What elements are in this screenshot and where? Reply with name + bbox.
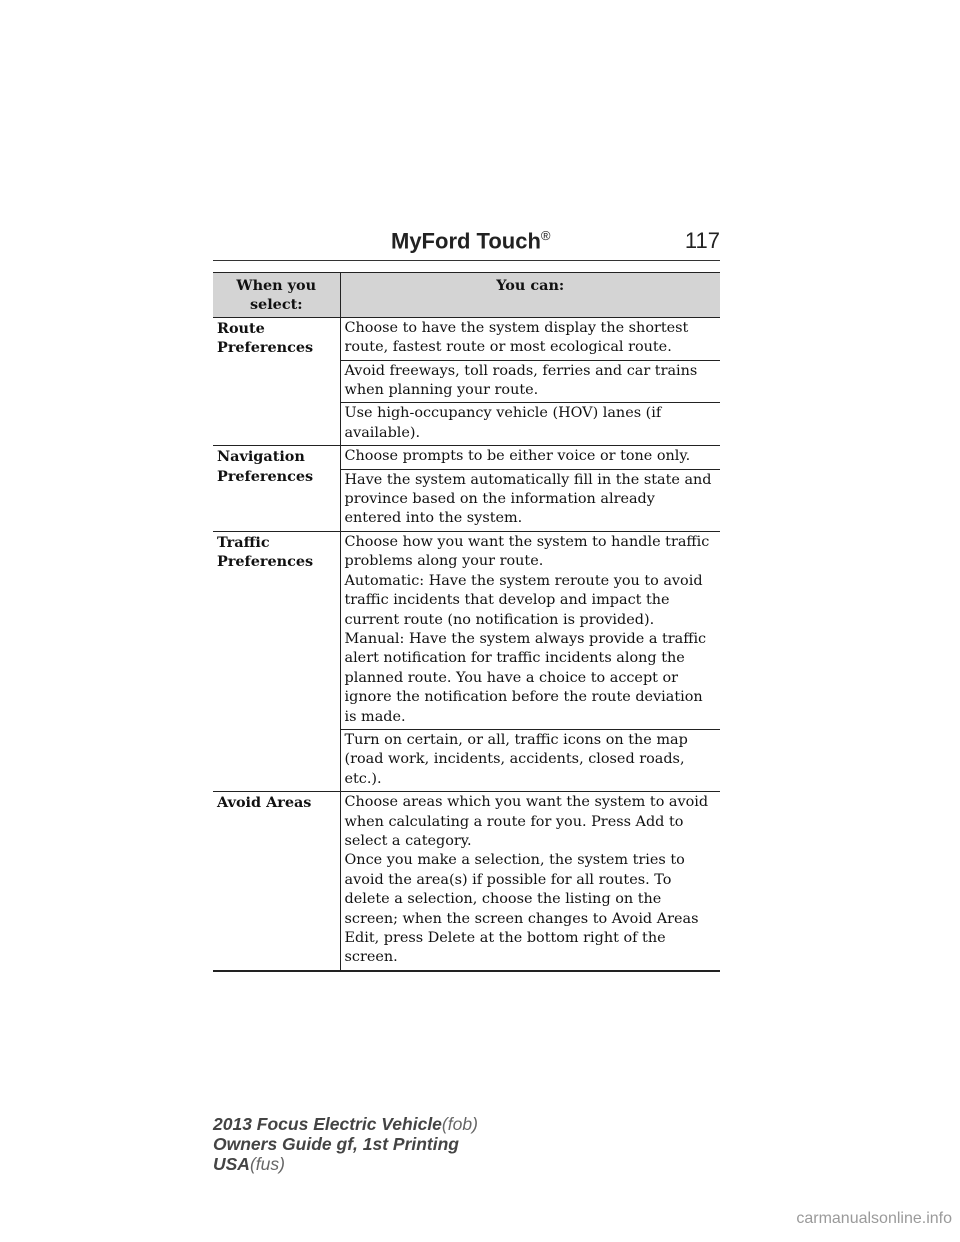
row-description: Use high-occupancy vehicle (HOV) lanes (if available). xyxy=(340,403,720,446)
footer-region: USA xyxy=(213,1154,250,1174)
section-title-text: MyFord Touch xyxy=(391,228,541,254)
page-number: 117 xyxy=(684,228,720,253)
table-row xyxy=(213,531,720,729)
footer-code-1: (fob) xyxy=(441,1114,478,1134)
row-description: Choose to have the system display the shortest route, fastest route or most ecological route. xyxy=(340,317,720,360)
page-header xyxy=(213,226,720,261)
row-description: Have the system automatically fill in the state and province based on the information already entered into the system. xyxy=(340,469,720,531)
row-label: Avoid Areas xyxy=(213,792,340,971)
column-header-when: When you select: xyxy=(213,273,340,318)
footer-line-3 xyxy=(213,1154,478,1174)
column-header-you-can: You can: xyxy=(340,273,720,318)
footer-code-2: (fus) xyxy=(249,1154,285,1174)
section-title xyxy=(391,228,551,254)
watermark: carmanualsonline.info xyxy=(796,1210,952,1227)
row-description: Choose how you want the system to handle traffic problems along your route. Automatic: Have the system reroute you to avoid traffic incidents that develop and impact the current route (no notification is provided). Manual: Have the system always provide a traffic alert notification for traffic incidents along the planned route. You have a choice to accept or ignore the notification before the route deviation is made. xyxy=(340,531,720,729)
footer-printing: Owners Guide gf, 1st Printing xyxy=(213,1134,459,1154)
row-label: Route Preferences xyxy=(213,317,340,445)
table-row xyxy=(213,792,720,971)
page-footer xyxy=(213,1114,478,1174)
row-label: Navigation Preferences xyxy=(213,446,340,532)
footer-line-1 xyxy=(213,1114,478,1134)
table-body xyxy=(213,317,720,971)
row-description: Turn on certain, or all, traffic icons on the map (road work, incidents, accidents, closed roads, etc.). xyxy=(340,729,720,791)
row-label: Traffic Preferences xyxy=(213,531,340,791)
table-row xyxy=(213,317,720,360)
row-description: Choose areas which you want the system to avoid when calculating a route for you. Press Add to select a category. Once you make a selection, the system tries to avoid the area(s) if possible for all routes. To delete a selection, choose the listing on the screen; when the screen changes to Avoid Areas Edit, press Delete at the bottom right of the screen. xyxy=(340,792,720,971)
table-row xyxy=(213,446,720,469)
footer-vehicle: 2013 Focus Electric Vehicle xyxy=(213,1114,442,1134)
row-description: Avoid freeways, toll roads, ferries and car trains when planning your route. xyxy=(340,360,720,403)
row-description: Choose prompts to be either voice or tone only. xyxy=(340,446,720,469)
preferences-table xyxy=(213,272,720,972)
footer-line-2 xyxy=(213,1134,478,1154)
registered-mark: ® xyxy=(540,228,551,243)
table-header-row xyxy=(213,273,720,318)
